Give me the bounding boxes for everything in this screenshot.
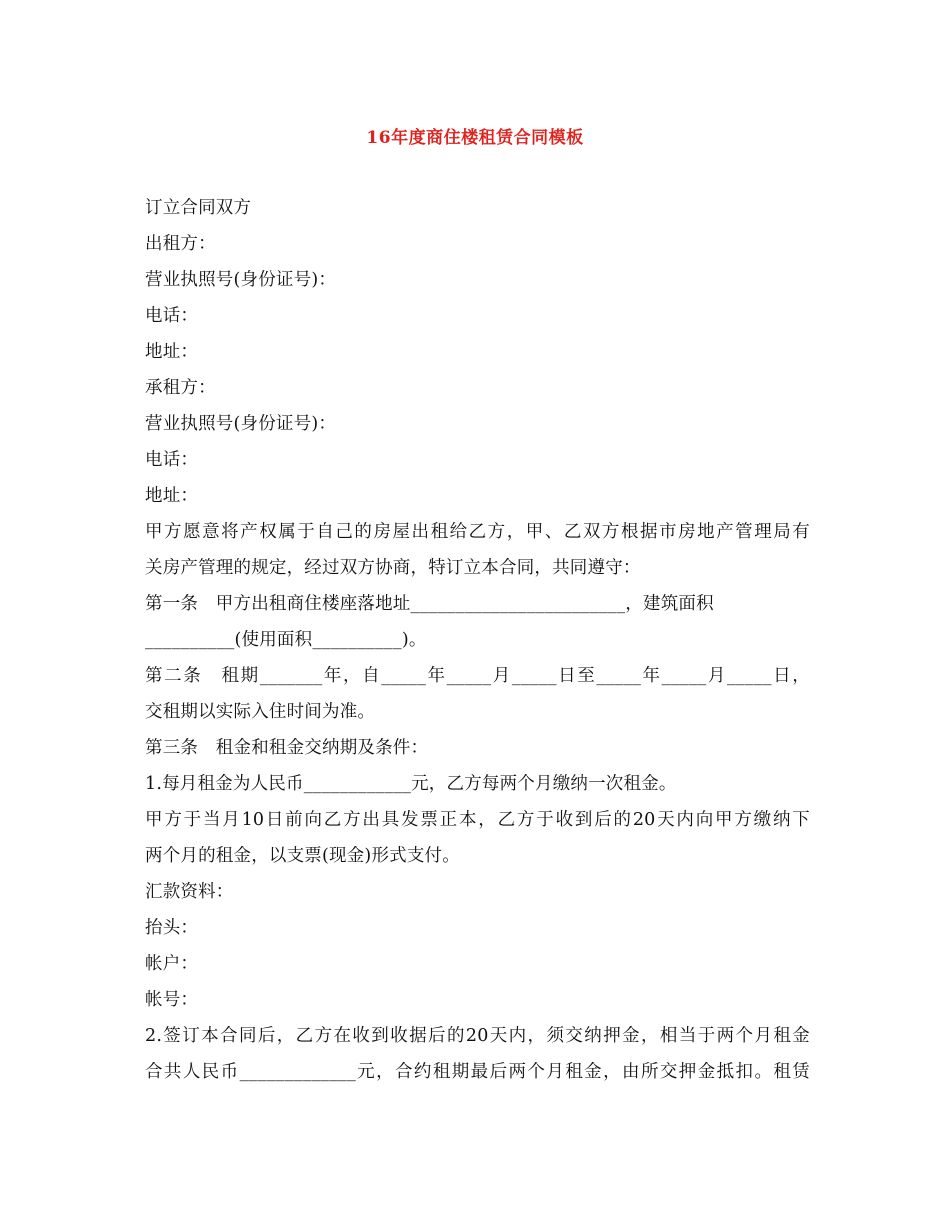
remittance-payee-label: 抬头： <box>145 918 199 938</box>
remittance-account-label: 帐户： <box>145 954 199 974</box>
page-title: 16年度商住楼租赁合同模板 <box>366 128 584 148</box>
lessee-phone-label: 电话： <box>145 450 199 470</box>
article-3-invoice-line-2: 两个月的租金，以支票(现金)形式支付。 <box>145 846 460 866</box>
article-3-clause-2-line-1: 2.签订本合同后，乙方在收到收据后的20天内，须交纳押金，相当于两个月租金 <box>145 1026 810 1046</box>
lessee-address-label: 地址： <box>145 486 199 506</box>
contract-body <box>145 190 810 1090</box>
section-heading-parties: 订立合同双方 <box>145 198 252 218</box>
article-2-line-2: 交租期以实际入住时间为准。 <box>145 702 376 722</box>
lessor-phone-label: 电话： <box>145 306 199 326</box>
article-3-clause-2-line-2: 合共人民币_____________元，合约租期最后两个月租金，由所交押金抵扣。租赁 <box>145 1062 810 1082</box>
article-1-line-1: 第一条 甲方出租商住楼座落地址________________________，建筑面积 <box>145 594 714 614</box>
lessor-label: 出租方： <box>145 234 216 254</box>
lessee-license-label: 营业执照号(身份证号)： <box>145 414 337 434</box>
lessor-license-label: 营业执照号(身份证号)： <box>145 270 337 290</box>
remittance-account-number-label: 帐号： <box>145 990 199 1010</box>
preamble-line-1: 甲方愿意将产权属于自己的房屋出租给乙方，甲、乙双方根据市房地产管理局有 <box>145 522 810 542</box>
lessee-label: 承租方： <box>145 378 216 398</box>
article-2-line-1: 第二条 租期_______年，自_____年_____月_____日至_____年_____月_____日， <box>145 666 810 686</box>
article-3-heading: 第三条 租金和租金交纳期及条件： <box>145 738 429 758</box>
article-3-invoice-line-1: 甲方于当月10日前向乙方出具发票正本，乙方于收到后的20天内向甲方缴纳下 <box>145 810 810 830</box>
remittance-heading: 汇款资料： <box>145 882 234 902</box>
article-1-line-2: __________(使用面积__________)。 <box>145 630 427 650</box>
lessor-address-label: 地址： <box>145 342 199 362</box>
preamble-line-2: 关房产管理的规定，经过双方协商，特订立本合同，共同遵守： <box>145 558 641 578</box>
article-3-clause-1: 1.每月租金为人民币____________元，乙方每两个月缴纳一次租金。 <box>145 774 677 794</box>
